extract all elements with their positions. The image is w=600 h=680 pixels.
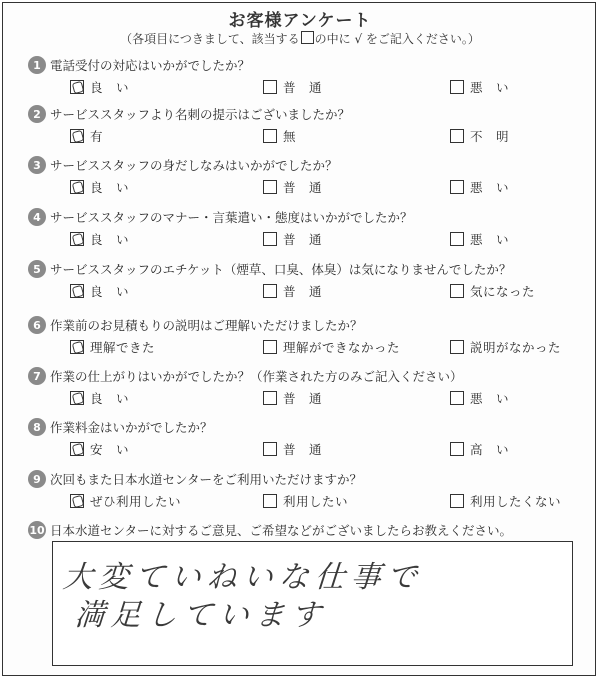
option-label: 無 [283,129,297,144]
option-label: 利用したくない [470,494,562,509]
question-text: サービススタッフのエチケット（煙草、口臭、体臭）は気になりませんでしたか？ [50,262,512,277]
option-label: 悪 い [470,391,510,406]
option-label: 良 い [90,180,130,195]
checkbox-sample-icon [301,31,314,44]
question-number-badge: 2 [28,105,46,123]
option-3[interactable] [450,178,509,196]
checkbox-icon[interactable] [450,340,464,354]
option-3[interactable] [450,78,509,96]
checkbox-icon[interactable] [450,391,464,405]
question-number-badge: 7 [28,367,46,385]
option-3[interactable] [450,440,509,458]
option-1[interactable] [70,338,155,356]
option-1[interactable] [70,389,129,407]
checkbox-icon[interactable] [450,494,464,508]
checkbox-icon[interactable] [450,232,464,246]
checkbox-icon[interactable] [450,180,464,194]
option-label: 普 通 [283,442,323,457]
option-label: 高 い [470,442,510,457]
option-label: 良 い [90,232,130,247]
question-number-badge: 4 [28,208,46,226]
checked-checkbox-icon[interactable] [70,442,84,456]
checked-checkbox-icon[interactable] [70,340,84,354]
option-2[interactable] [263,127,296,145]
question-header [28,56,250,74]
option-3[interactable] [450,230,509,248]
question-text: 作業前のお見積もりの説明はご理解いただけましたか？ [50,318,363,333]
option-1[interactable] [70,230,129,248]
option-1[interactable] [70,178,129,196]
option-label: ぜひ利用したい [90,494,182,509]
checkbox-icon[interactable] [450,80,464,94]
option-label: 良 い [90,284,130,299]
question-text: 次回もまた日本水道センターをご利用いただけますか？ [50,472,363,487]
option-label: 説明がなかった [470,340,562,355]
question-number-badge: 10 [28,521,46,539]
option-label: 理解できた [90,340,156,355]
option-1[interactable] [70,492,181,510]
option-label: 有 [90,129,104,144]
question-text: サービススタッフより名刺の提示はございましたか？ [50,107,351,122]
question-header [28,260,511,278]
checkbox-icon[interactable] [263,494,277,508]
checkbox-icon[interactable] [263,284,277,298]
question-number-badge: 8 [28,418,46,436]
option-2[interactable] [263,282,322,300]
option-3[interactable] [450,492,561,510]
checked-checkbox-icon[interactable] [70,284,84,298]
question-text: 作業の仕上がりはいかがでしたか？（作業された方のみご記入ください） [50,369,463,384]
option-2[interactable] [263,178,322,196]
page-title: お客様アンケート [228,11,372,31]
instruction-after: の中に √ をご記入ください。） [314,32,480,46]
checkbox-icon[interactable] [450,442,464,456]
option-label: 悪 い [470,232,510,247]
option-2[interactable] [263,338,400,356]
checkbox-icon[interactable] [263,391,277,405]
checkbox-icon[interactable] [450,284,464,298]
question-text: 作業料金はいかがでしたか？ [50,420,213,435]
checkbox-icon[interactable] [263,232,277,246]
checked-checkbox-icon[interactable] [70,80,84,94]
checkbox-icon[interactable] [263,80,277,94]
question-header [28,367,463,385]
question-number-badge: 5 [28,260,46,278]
option-2[interactable] [263,78,322,96]
option-1[interactable] [70,78,129,96]
option-2[interactable] [263,389,322,407]
handwritten-comment-line-2: 満足しています [73,598,328,633]
comment-field[interactable] [52,541,573,666]
checkbox-icon[interactable] [263,340,277,354]
question-text: 電話受付の対応はいかがでしたか？ [50,58,251,73]
option-2[interactable] [263,230,322,248]
instruction-before: （各項目につきまして、該当する [120,32,300,46]
checkbox-icon[interactable] [263,180,277,194]
question-text: 日本水道センターに対するご意見、ご希望などがございましたらお教えください。 [50,523,513,538]
question-header [28,208,413,226]
question-number-badge: 6 [28,316,46,334]
option-label: 悪 い [470,180,510,195]
option-3[interactable] [450,389,509,407]
question-header [28,156,338,174]
question-number-badge: 1 [28,56,46,74]
question-header [28,105,350,123]
instruction-text [0,30,600,47]
option-3[interactable] [450,338,561,356]
option-label: 普 通 [283,391,323,406]
option-2[interactable] [263,492,348,510]
checked-checkbox-icon[interactable] [70,232,84,246]
checked-checkbox-icon[interactable] [70,180,84,194]
checked-checkbox-icon[interactable] [70,391,84,405]
checkbox-icon[interactable] [263,442,277,456]
question-number-badge: 9 [28,470,46,488]
option-label: 利用したい [283,494,349,509]
option-1[interactable] [70,440,129,458]
checked-checkbox-icon[interactable] [70,129,84,143]
option-label: 気になった [470,284,536,299]
question-header [28,418,213,436]
option-label: 悪 い [470,80,510,95]
option-label: 良 い [90,391,130,406]
checked-checkbox-icon[interactable] [70,494,84,508]
option-label: 良 い [90,80,130,95]
question-text: サービススタッフのマナー・言葉遣い・態度はいかがでしたか？ [50,210,413,225]
option-label: 不 明 [470,129,510,144]
checkbox-icon[interactable] [263,129,277,143]
option-label: 理解ができなかった [283,340,401,355]
option-label: 普 通 [283,180,323,195]
option-label: 普 通 [283,80,323,95]
question-text: サービススタッフの身だしなみはいかがでしたか？ [50,158,338,173]
question-header [28,470,362,488]
option-2[interactable] [263,440,322,458]
option-3[interactable] [450,127,509,145]
option-label: 安 い [90,442,130,457]
option-3[interactable] [450,282,535,300]
handwritten-comment-line-1: 大変ていねいな仕事で [61,560,424,595]
option-1[interactable] [70,282,129,300]
option-label: 普 通 [283,284,323,299]
option-1[interactable] [70,127,103,145]
question-header [28,316,363,334]
checkbox-icon[interactable] [450,129,464,143]
option-label: 普 通 [283,232,323,247]
question-number-badge: 3 [28,156,46,174]
